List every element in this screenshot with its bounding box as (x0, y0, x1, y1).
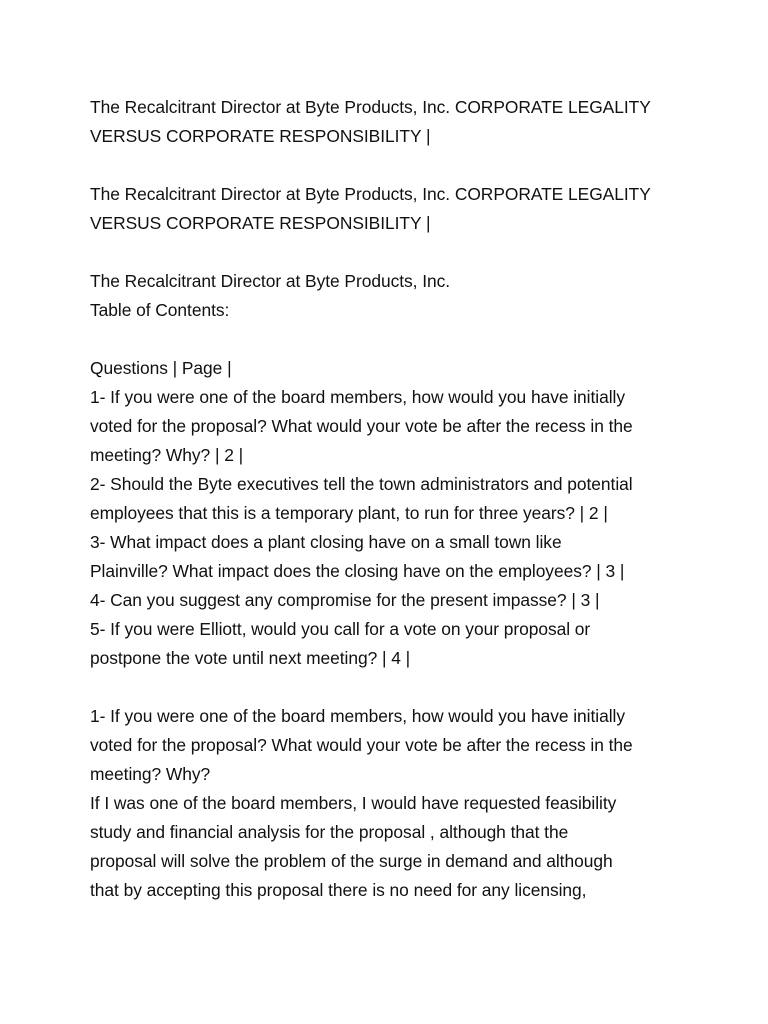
text-line: VERSUS CORPORATE RESPONSIBILITY | (90, 126, 431, 146)
document-heading-1 (90, 93, 730, 151)
toc-entry-line: postpone the vote until next meeting? | 4 | (90, 648, 411, 668)
toc-entry-line: 1- If you were one of the board members, how would you have initially (90, 387, 625, 407)
document-heading-2 (90, 180, 730, 238)
toc-heading: Table of Contents: (90, 300, 230, 320)
text-line: The Recalcitrant Director at Byte Products, Inc. CORPORATE LEGALITY (90, 97, 651, 117)
section-body-line: that by accepting this proposal there is no need for any licensing, (90, 880, 587, 900)
section-1 (90, 702, 730, 905)
section-question-line: meeting? Why? (90, 764, 211, 784)
toc-entry-line: 3- What impact does a plant closing have on a small town like (90, 532, 562, 552)
toc-entry-line: 2- Should the Byte executives tell the town administrators and potential (90, 474, 633, 494)
toc-entry-line: meeting? Why? | 2 | (90, 445, 244, 465)
section-body-line: study and financial analysis for the proposal , although that the (90, 822, 569, 842)
section-body-line: proposal will solve the problem of the surge in demand and although (90, 851, 613, 871)
title-block (90, 267, 730, 325)
toc-entry-line: 5- If you were Elliott, would you call for a vote on your proposal or (90, 619, 591, 639)
section-body-line: If I was one of the board members, I would have requested feasibility (90, 793, 617, 813)
toc-entry-line: employees that this is a temporary plant, to run for three years? | 2 | (90, 503, 608, 523)
toc-header-row: Questions | Page | (90, 358, 232, 378)
section-question-line: voted for the proposal? What would your vote be after the recess in the (90, 735, 633, 755)
document-page (90, 93, 730, 905)
toc-entry-line: Plainville? What impact does the closing have on the employees? | 3 | (90, 561, 625, 581)
document-title: The Recalcitrant Director at Byte Products, Inc. (90, 271, 451, 291)
toc-entry-line: voted for the proposal? What would your vote be after the recess in the (90, 416, 633, 436)
text-line: VERSUS CORPORATE RESPONSIBILITY | (90, 213, 431, 233)
section-question-line: 1- If you were one of the board members, how would you have initially (90, 706, 625, 726)
table-of-contents (90, 354, 730, 673)
text-line: The Recalcitrant Director at Byte Products, Inc. CORPORATE LEGALITY (90, 184, 651, 204)
toc-entry-line: 4- Can you suggest any compromise for the present impasse? | 3 | (90, 590, 600, 610)
